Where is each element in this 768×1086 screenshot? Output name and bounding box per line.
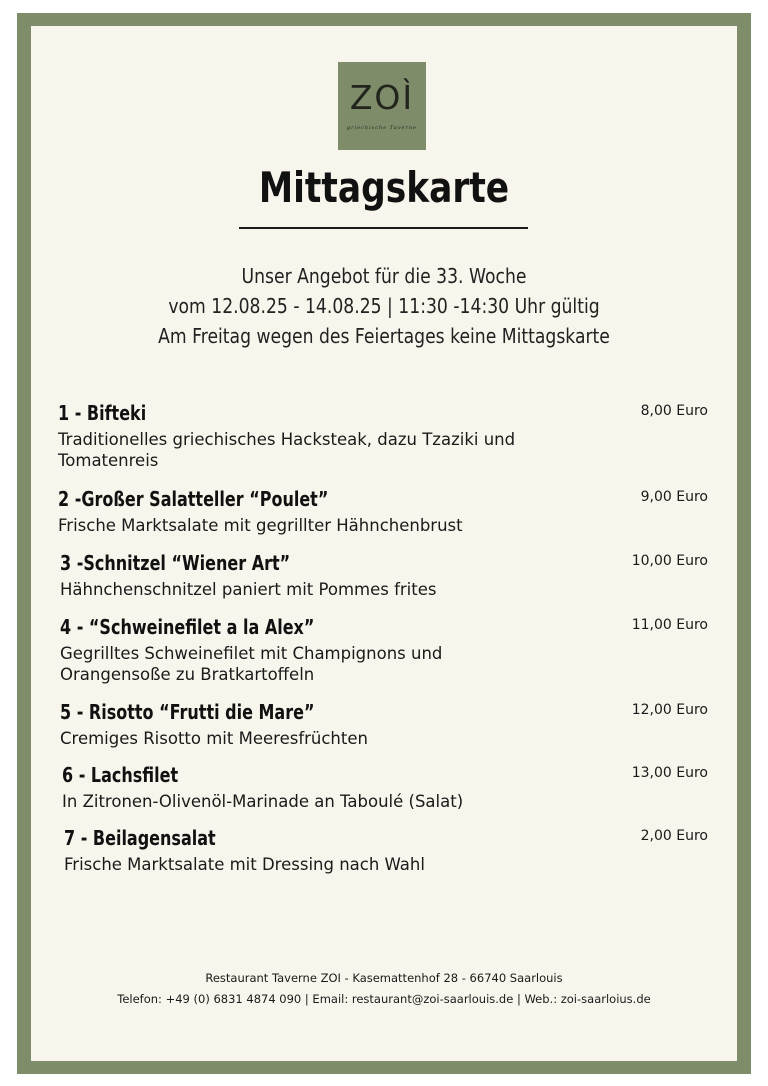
menu-item-description: Frische Marktsalate mit gegrillter Hähnchenbrust [58,516,463,535]
menu-item-name: 6 - Lachsfilet [62,763,179,787]
title-divider [239,227,528,229]
logo-wordmark: ZOÌ [349,78,415,117]
menu-item-description: Frische Marktsalate mit Dressing nach Wahl [64,855,425,874]
menu-item-name: 2 -Großer Salatteller “Poulet” [58,487,329,511]
menu-item-price: 12,00 Euro [631,702,708,718]
intro-week: Unser Angebot für die 33. Woche [241,264,527,288]
menu-item [58,399,718,471]
menu-item-description: Gegrilltes Schweinefilet mit Champignons und Orangensoße zu Bratkartoffeln [60,644,443,684]
menu-item-name: 4 - “Schweinefilet a la Alex” [60,615,315,639]
logo-tagline: griechische Taverne [346,125,418,131]
menu-item-description: Cremiges Risotto mit Meeresfrüchten [60,729,368,748]
menu-item [60,549,718,600]
menu-item-description: In Zitronen-Olivenöl-Marinade an Taboulé (Salat) [62,792,464,811]
intro-notice: Am Freitag wegen des Feiertages keine Mittagskarte [158,324,610,348]
zoi-logo [338,62,426,150]
menu-item-name: 5 - Risotto “Frutti die Mare” [60,700,315,724]
intro-dates: vom 12.08.25 - 14.08.25 | 11:30 -14:30 Uhr gültig [168,294,600,318]
footer-contact: Telefon: +49 (0) 6831 4874 090 | Email: restaurant@zoi-saarlouis.de | Web.: zoi-saarloius.de [117,992,651,1006]
menu-item-price: 13,00 Euro [631,765,708,781]
menu-item-price: 11,00 Euro [631,617,708,633]
menu-item [58,485,718,536]
menu-item [60,698,718,749]
menu-item-price: 10,00 Euro [631,553,708,569]
menu-item-description: Hähnchenschnitzel paniert mit Pommes frites [60,580,437,599]
menu-item-name: 7 - Beilagensalat [64,826,216,850]
menu-item-price: 2,00 Euro [640,828,708,844]
menu-item [62,761,718,812]
menu-item-name: 1 - Bifteki [58,401,147,425]
menu-item-description: Traditionelles griechisches Hacksteak, dazu Tzaziki und Tomatenreis [58,430,516,470]
menu-item-price: 8,00 Euro [640,403,708,419]
intro-block [126,261,642,351]
menu-item [60,613,718,685]
menu-item-name: 3 -Schnitzel “Wiener Art” [60,551,291,575]
page-title: Mittagskarte [258,163,510,212]
footer-address: Restaurant Taverne ZOI - Kasemattenhof 28 - 66740 Saarlouis [205,971,563,985]
menu-item [64,824,718,875]
menu-item-price: 9,00 Euro [640,489,708,505]
